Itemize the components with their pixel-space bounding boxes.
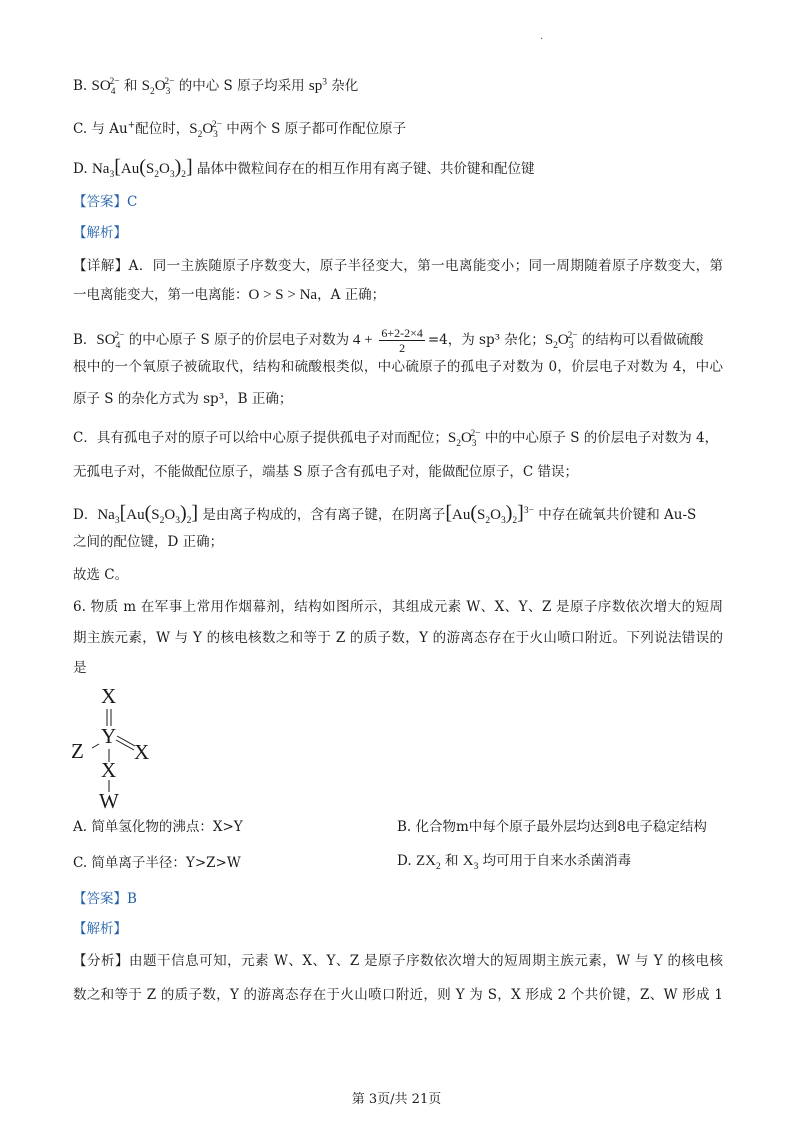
detail-line-3: B．$SO_4^{2-}$ 的中心原子 S 原子的价层电子对数为 4 + $\frac{6+2-2\times 4}{2}$ =4，为 sp³ 杂化；$S_2O_3^{2-}$ 的结构可以看做硫酸 (73, 320, 723, 352)
atom-y-center: Y (101, 724, 117, 748)
q6-option-a: A. 简单氢化物的沸点：X>Y (73, 819, 243, 835)
detail-line-1: 【详解】A．同一主族随原子序数变大，原子半径变大，第一电离能变小；同一周期随着原子序数变大，第 (73, 258, 723, 274)
formula-s2o3: $S_2O_3^{2-}$ (189, 120, 223, 140)
analysis-tag-2: 【解析】 (73, 921, 127, 937)
fraction: $\frac{6+2-2\times 4}{2}$ (381, 326, 423, 352)
q6-line-3: 是 (73, 660, 87, 676)
option-b: B. $SO_4^{2-}$ 和 $S_2O_3^{2-}$ 的中心 S 原子均采用 $sp^3$ 杂化 (73, 77, 359, 97)
formula-anion: $[Au(S_2O_3)_2]^{3-}$ (445, 502, 534, 525)
detail-line-7: 无孤电子对，不能做配位原子，端基 S 原子含有孤电子对，能做配位原子，C 错误； (73, 464, 578, 480)
detail-line-5: 原子 S 的杂化方式为 sp³，B 正确； (73, 391, 293, 407)
atom-w-bottom: W (99, 789, 119, 813)
analysis-line-1: 【分析】由题干信息可知，元素 W、X、Y、Z 是原子序数依次增大的短周期主族元素，W 与 Y 的核电核 (73, 953, 723, 969)
formula-complex: $Na_3[Au(S_2O_3)_2]$ (91, 157, 193, 180)
answer-tag-2: 【答案】B (73, 891, 137, 907)
formula-s2o3: $S_2O_3^{2-}$ (141, 77, 175, 97)
formula-x3: $X_3$ (462, 853, 479, 872)
q6-line-2: 期主族元素，W 与 Y 的核电核数之和等于 Z 的质子数，Y 的游离态存在于火山喷口附近。下列说法错误的 (73, 630, 723, 646)
answer-tag: 【答案】C (73, 194, 138, 210)
atom-x-below: X (101, 758, 117, 782)
formula-s2o3: $S_2O_3^{2-}$ (544, 331, 578, 351)
formula-complex: $Na_3[Au(S_2O_3)_2]$ (97, 502, 199, 525)
detail-line-9: 之间的配位键，D 正确； (73, 534, 224, 550)
option-c: C. 与 Au+配位时，$S_2O_3^{2-}$ 中两个 S 原子都可作配位原子 (73, 120, 407, 140)
detail-line-2: 一电离能变大，第一电离能：O > S > Na，A 正确； (73, 287, 386, 303)
atom-z-left: Z (71, 739, 84, 763)
detail-line-10: 故选 C。 (73, 567, 129, 583)
detail-line-4: 根中的一个氧原子被硫取代，结构和硫酸根类似，中心硫原子的孤电子对数为 0，价层电子对数为 4，中心 (73, 359, 723, 375)
atom-x-top: X (101, 684, 117, 708)
option-d: D. $Na_3[Au(S_2O_3)_2]$ 晶体中微粒间存在的相互作用有离子键、共价键和配位键 (73, 157, 535, 180)
structure-diagram (68, 684, 158, 814)
detail-line-6: C．具有孤电子对的原子可以给中心原子提供孤电子对而配位；$S_2O_3^{2-}$ 中的中心原子 S 的价层电子对数为 4， (73, 429, 719, 449)
formula-s2o3: $S_2O_3^{2-}$ (447, 429, 481, 449)
detail-line-8: D．$Na_3[Au(S_2O_3)_2]$ 是由离子构成的，含有离子键，在阴离子$[Au(S_2O_3)_2]^{3-}$ 中存在硫氧共价键和 Au-S (73, 502, 697, 525)
analysis-tag: 【解析】 (73, 225, 127, 241)
top-mark: · (540, 34, 544, 45)
q6-option-d: D. $ZX_2$ 和 $X_3$ 均可用于自来水杀菌消毒 (397, 853, 632, 872)
analysis-line-2: 数之和等于 Z 的质子数，Y 的游离态存在于火山喷口附近，则 Y 为 S，X 形成 2 个共价键，Z、W 形成 1 (73, 987, 723, 1003)
formula-so4: $SO_4^{2-}$ (91, 77, 120, 97)
formula-so4: $SO_4^{2-}$ (96, 331, 125, 351)
q6-line-1: 6. 物质 m 在军事上常用作烟幕剂，结构如图所示，其组成元素 W、X、Y、Z 是原子序数依次增大的短周 (73, 599, 723, 615)
formula-zx2: $ZX_2$ (415, 853, 441, 872)
atom-x-right: X (134, 740, 150, 764)
page-footer: 第 3页/共 21页 (351, 1092, 442, 1107)
q6-option-b: B. 化合物m中每个原子最外层均达到8电子稳定结构 (397, 819, 707, 835)
q6-option-c: C. 简单离子半径：Y>Z>W (73, 855, 241, 871)
